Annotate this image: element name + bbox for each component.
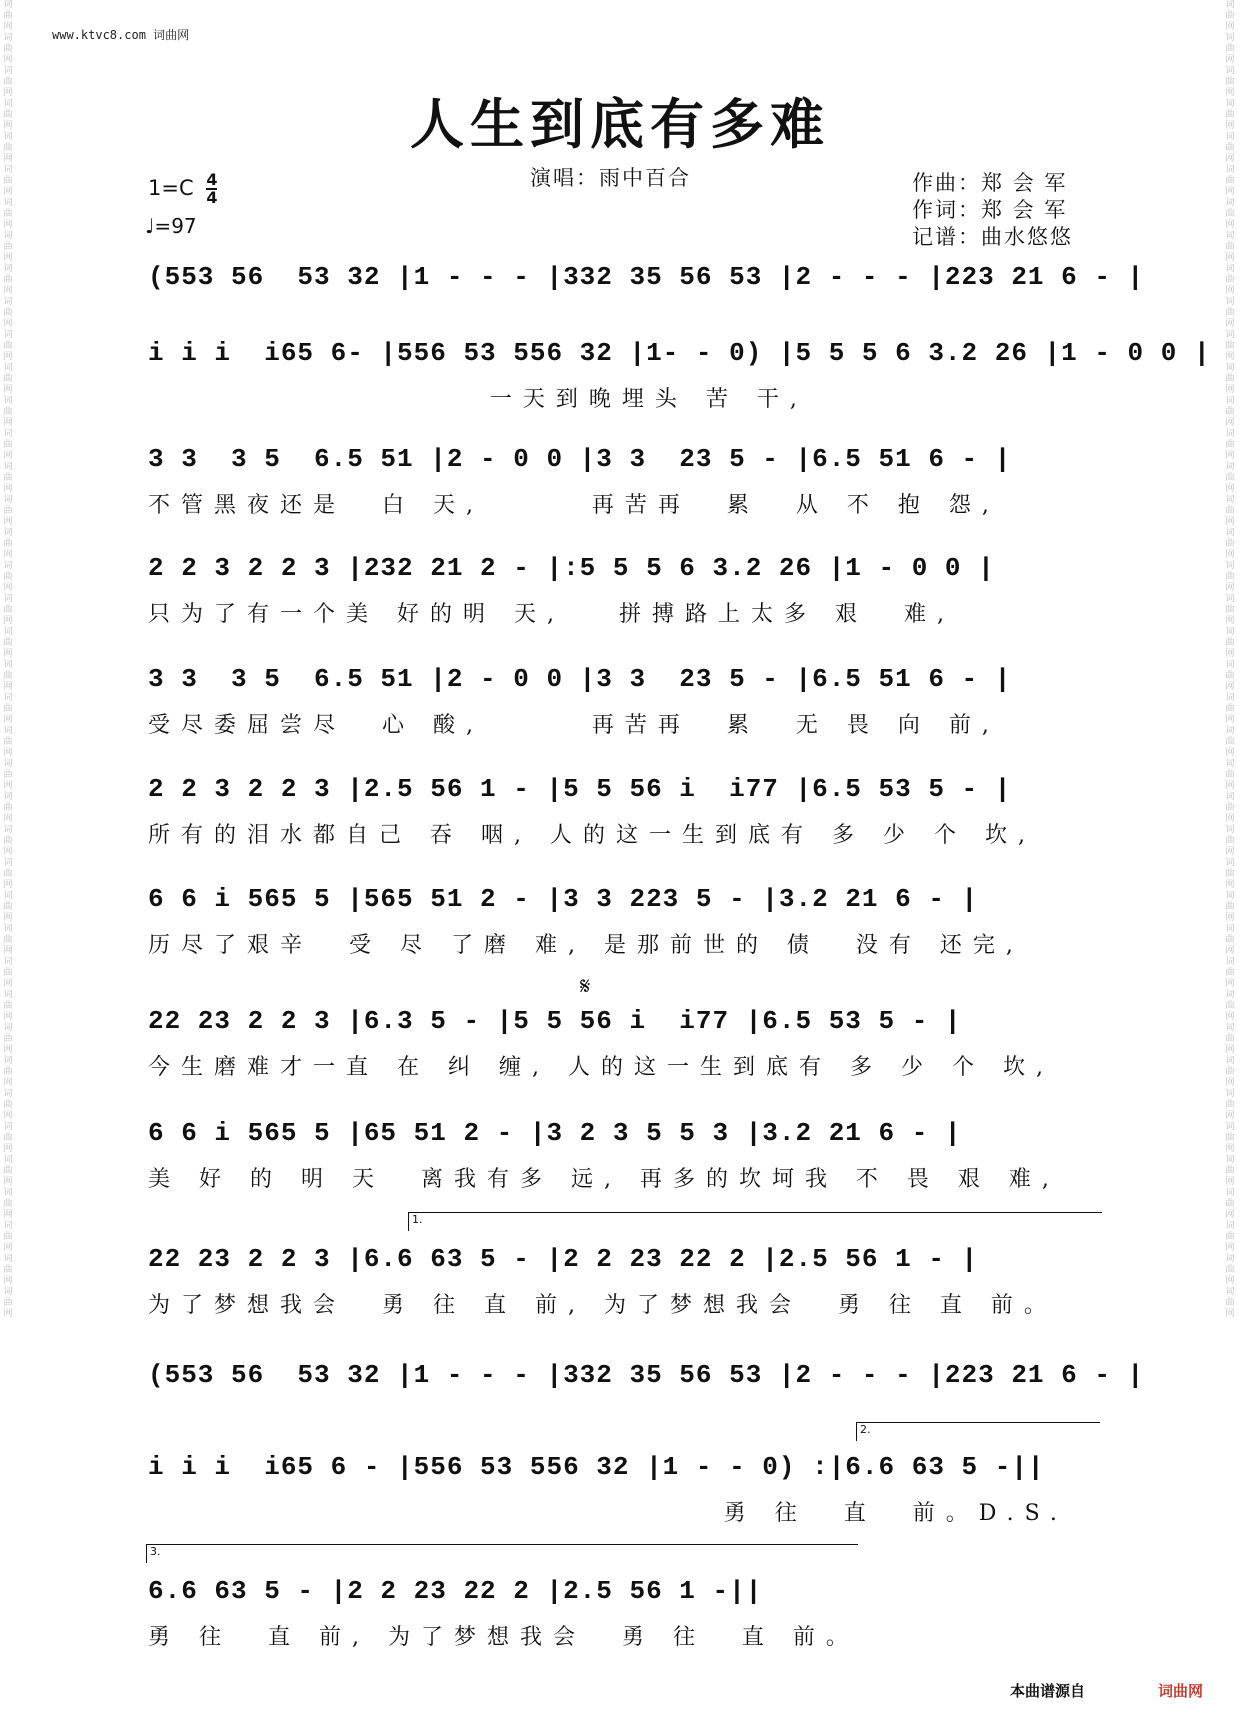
lyric-line: 为了梦想我会 勇 往 直 前, 为了梦想我会 勇 往 直 前。	[148, 1293, 1057, 1318]
singer: 演唱：雨中百合	[530, 166, 691, 190]
notation-line: 6 6 i 565 5 |565 51 2 - |3 3 223 5 - |3.2 21 6 - |	[148, 884, 979, 914]
notation-line: (553 56 53 32 |1 - - - |332 35 56 53 |2 - - - |223 21 6 - |	[148, 262, 1145, 292]
footer-site-link[interactable]: 词曲网	[1158, 1682, 1204, 1700]
transcriber: 记谱：曲水悠悠	[912, 225, 1073, 249]
volta-1: 1.	[408, 1212, 1102, 1231]
notation-line: 3 3 3 5 6.5 51 |2 - 0 0 |3 3 23 5 - |6.5 51 6 - |	[148, 444, 1012, 474]
lyric-line: 勇 往 直 前。D.S.	[148, 1501, 1068, 1526]
time-signature	[206, 172, 217, 206]
key-signature	[148, 172, 217, 206]
segno-sign: 𝄋	[580, 972, 591, 1000]
notation-line: i i i i65 6 - |556 53 556 32 |1 - - 0) :|6.6 63 5 -||	[148, 1452, 1045, 1482]
composer: 作曲：郑 会 军	[912, 171, 1068, 195]
notation-line: 3 3 3 5 6.5 51 |2 - 0 0 |3 3 23 5 - |6.5 51 6 - |	[148, 664, 1012, 694]
notation-line: 2 2 3 2 2 3 |232 21 2 - |:5 5 5 6 3.2 26 |1 - 0 0 |	[148, 553, 995, 583]
lyric-line: 只为了有一个美 好的明 天, 拼搏路上太多 艰 难,	[148, 602, 955, 627]
lyric-line: 受尽委屈尝尽 心 酸, 再苦再 累 无 畏 向 前,	[148, 713, 1000, 738]
lyric-line: 美 好 的 明 天 离我有多 远, 再多的坎坷我 不 畏 艰 难,	[148, 1167, 1060, 1192]
volta-3: 3.	[146, 1544, 858, 1563]
side-watermark-right: 词曲网词曲网词曲网词曲网词曲网词曲网词曲网词曲网词曲网词曲网词曲网词曲网词曲网词曲网词曲网词曲网词曲网词曲网词曲网词曲网词曲网词曲网词曲网词曲网词曲网词曲网词曲网词曲网词曲网词曲网词曲网词曲网词曲网词曲网词曲网词曲网词曲网词曲网词曲网词曲网	[1225, 0, 1235, 1319]
lyricist: 作词：郑 会 军	[912, 198, 1068, 222]
volta-2: 2.	[856, 1422, 1100, 1441]
tempo-mark: ♩=97	[145, 214, 197, 238]
lyric-line: 勇 往 直 前, 为了梦想我会 勇 往 直 前。	[148, 1625, 859, 1650]
lyric-line: 历尽了艰辛 受 尽 了磨 难, 是那前世的 债 没有 还完,	[148, 933, 1024, 958]
time-sig-bottom: 4	[206, 188, 218, 207]
notation-line: 2 2 3 2 2 3 |2.5 56 1 - |5 5 56 i i77 |6.5 53 5 - |	[148, 774, 1012, 804]
notation-line: 6 6 i 565 5 |65 51 2 - |3 2 3 5 5 3 |3.2 21 6 - |	[148, 1118, 962, 1148]
credits	[912, 170, 1073, 251]
score-system	[148, 262, 1145, 334]
site-watermark: www.ktvc8.com 词曲网	[52, 28, 190, 42]
lyric-line: 一天到晚埋头 苦 干,	[148, 387, 808, 412]
notation-line: i i i i65 6- |556 53 556 32 |1- - 0) |5 5 5 6 3.2 26 |1 - 0 0 |	[148, 338, 1211, 368]
notation-line: (553 56 53 32 |1 - - - |332 35 56 53 |2 - - - |223 21 6 - |	[148, 1360, 1145, 1390]
footer-source: 本曲谱源自	[1010, 1682, 1086, 1700]
key-label: 1=C	[148, 176, 194, 200]
lyric-line: 今生磨难才一直 在 纠 缠, 人的这一生到底有 多 少 个 坎,	[148, 1055, 1054, 1080]
lyric-line: 不管黑夜还是 白 天, 再苦再 累 从 不 抱 怨,	[148, 493, 1000, 518]
notation-line: 22 23 2 2 3 |6.3 5 - |5 5 56 i i77 |6.5 53 5 - |	[148, 1006, 962, 1036]
lyric-line: 所有的泪水都自己 吞 咽, 人的这一生到底有 多 少 个 坎,	[148, 823, 1036, 848]
side-watermark-left: 词曲网词曲网词曲网词曲网词曲网词曲网词曲网词曲网词曲网词曲网词曲网词曲网词曲网词曲网词曲网词曲网词曲网词曲网词曲网词曲网词曲网词曲网词曲网词曲网词曲网词曲网词曲网词曲网词曲网词曲网词曲网词曲网词曲网词曲网词曲网词曲网词曲网词曲网词曲网词曲网	[3, 0, 13, 1319]
time-sig-top: 4	[206, 170, 218, 189]
notation-line: 22 23 2 2 3 |6.6 63 5 - |2 2 23 22 2 |2.5 56 1 - |	[148, 1244, 979, 1274]
song-title: 人生到底有多难	[410, 92, 830, 156]
notation-line: 6.6 63 5 - |2 2 23 22 2 |2.5 56 1 -||	[148, 1576, 763, 1606]
